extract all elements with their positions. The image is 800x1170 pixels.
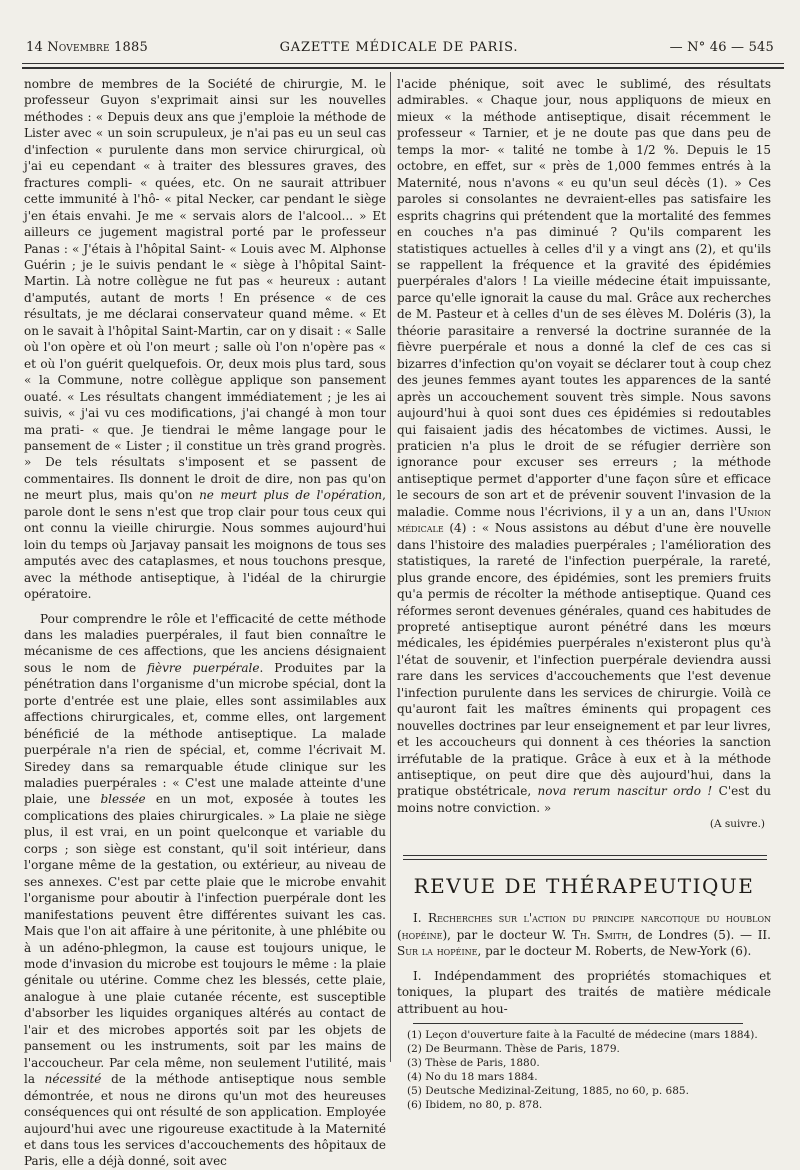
text-run: nombre de membres de la Société de chirurgie, M. le professeur Guyon s'exprimait ainsi sur les nouvelles méthodes : « Depuis deux ans que j'emploie la méthode de Lister avec « un soin scrupuleux, je n'ai pas eu un seul cas d'infection « purulente dans mon service chirurgical, où j'ai eu cependant « à traiter des blessures graves, des fractures compli- « quées, etc. On ne saurait attribuer cette immunité à l'hô- « pital Necker, car pendant le siège j'en étais envahi. Je me « servais alors de l'alcool... » Et ailleurs ce jugement magistral porté par le professeur Panas : « J'étais à l'hôpital Saint- « Louis avec M. Alphonse Guérin ; je le suivis pendant le « siège à l'hôpital Saint-Martin. Là notre collègue ne fut pas « heureux : autant d'amputés, autant de morts ! En présence « de ces résultats, je me déclarai conservateur quand même. « Et on le savait à l'hôpital Saint-Martin, car on y disait : « Salle où l'on opère et où l'on meurt ; salle où l'on n'opère pas « et où l'on guérit quelquefois. Or, deux mois plus tard, sous « la Commune, notre collègue applique son pansement ouaté. « Les résultats changent immédiatement ; je les ai suivis, « j'ai vu ces modifications, j'ai changé à mon tour ma prati- « que. Je tiendrai le même langage pour le pansement de « Lister ; il constitue un très grand progrès. » De tels résultats s'imposent et se passent de commentaires. Ils donnent le droit de dire, non pas qu'on ne meurt plus, mais qu'on [24,77,386,503]
italic-phrase: nécessité [44,1072,102,1087]
journal-page [14,0,784,1169]
issue-page-number: — N° 46 — 545 [669,40,774,55]
text-run: Pour comprendre le rôle et l'efficacité de cette méthode dans les maladies puerpérales, il faut bien connaître le mécanisme de ces affections, que les anciens désignaient sous le nom de [24,611,386,675]
text-run: I. [413,911,429,926]
continued-note: (A suivre.) [709,818,765,831]
footnote-rule [413,1023,743,1024]
smallcaps-phrase: Th. Smith [571,927,629,942]
italic-phrase: ne meurt plus de l'opération [199,488,383,503]
text-run: , parole dont le sens n'est que trop clair pour tous ceux qui ont connu la vieille chirurgie. Nous sommes aujourd'hui loin du temps où Jarjavay pansait les moignons de tous ses amputés avec des cataplasmes, et nous touchons presque, avec la méthode antiseptique, à l'idéal de la chirurgie opératoire. [24,488,386,602]
page-header [14,40,784,62]
footnotes [397,1028,771,1112]
footnote: (5) Deutsche Medizinal-Zeitung, 1885, no 60, p. 685. [407,1085,689,1098]
text-run: (4) : « Nous assistons au début d'une ère nouvelle dans l'histoire des maladies puerpérales ; l'amélioration des statistiques, la rareté de l'infection puerpérale, la rareté, plus grande encore, des épidémies, sont les premiers fruits qu'a permis de récolter la méthode antiseptique. Quand ces réformes seront devenues générales, quand ces habitudes de propreté antiseptique auront pénétré dans les mœurs médicales, les épidémies puerpérales n'existeront plus qu'à l'état de souvenir, et l'infection puerpérale deviendra aussi rare dans les services d'accouchements que l'est devenue l'infection purulente dans les services de chirurgie. Voilà ce qu'auront fait les maîtres éminents qui propagent ces nouvelles doctrines par leur enseignement et par leur livres, et les accoucheurs qui donnent à ces théories la sanction irréfutable de la pratique. Grâce à eux et à la méthode antiseptique, on peut dire que dès aujourd'hui, dans la pratique obstétricale, [397,521,771,799]
italic-phrase: nova rerum nascitur ordo ! [537,784,713,799]
text-run: , par le docteur W. [447,927,572,942]
header-date: 14 Novembre 1885 [26,40,148,55]
text-run: . Produites par la pénétration dans l'organisme d'un microbe spécial, dont la porte d'entrée est une plaie, elles sont assimilables aux affections chirurgicales, et, comme elles, ont largement bénéficié de la méthode antiseptique. La malade puerpérale n'a rien de spécial, et, comme l'écrivait M. Siredey dans sa remarquable étude clinique sur les maladies puerpérales : « C'est une malade atteinte d'une plaie, une [24,660,386,807]
text-run: en un mot, exposée à toutes les complications des plaies chirurgicales. » La plaie ne siège plus, il est vrai, en un point quelconque et variable du corps ; son siège est constant, qu'il soit intérieur, dans l'organe même de la gestation, ou extérieur, au niveau de ses annexes. C'est par cette plaie que le microbe envahit l'organisme pour aboutir à l'infection puerpérale dont les manifestations peuvent être différentes suivant les cas. Mais que l'on ait affaire à une péritonite, à une phlébite ou à un adéno-phlegmon, la cause est toujours unique, le mode d'invasion du microbe est toujours le même : la plaie génitale ou utérine. Comme chez les blessés, cette plaie, analogue à une plaie cutanée récente, est susceptible d'absorber les liquides organiques altérés au contact de l'air et des microbes apportés soit par les objets de pansement ou les instruments, soit par les mains de l'accoucheur. Par cela même, non seulement l'utilité, mais la [24,792,386,1087]
section-title: REVUE DE THÉRAPEUTIQUE [413,873,755,898]
italic-phrase: fièvre puerpérale [147,660,260,675]
footnote: (1) Leçon d'ouverture faite à la Faculté de médecine (mars 1884). [407,1029,758,1042]
paragraph [24,611,386,1170]
footnote: (4) No du 18 mars 1884. [407,1071,538,1084]
footnote: (3) Thèse de Paris, 1880. [407,1057,540,1070]
smallcaps-phrase: Recherches sur l'action du principe narcotique du houblon (hopéine) [397,911,772,942]
text-run: , de Londres (5). — II. [628,927,771,942]
paragraph [397,76,771,816]
column-divider [390,72,391,1062]
footnote: (6) Ibidem, no 80, p. 878. [407,1099,543,1112]
right-column [397,76,771,1112]
left-column [24,76,386,1170]
text-run: , par le docteur M. Roberts, de New-York (6). [477,944,752,959]
italic-phrase: blessée [100,792,146,807]
text-run: l'acide phénique, soit avec le sublimé, des résultats admirables. « Chaque jour, nous appliquons de mieux en mieux « la méthode antiseptique, disait récemment le professeur « Tarnier, et je ne doute pas que dans peu de temps la mor- « talité ne tombe à 1/2 %. Depuis le 15 octobre, en effet, sur « près de 1,000 femmes entrés à la Maternité, nous n'avons « eu qu'un seul décès (1). » Ces paroles si consolantes ne devraient-elles pas satisfaire les esprits chagrins qui prétendent que la mortalité des femmes en couches n'a pas diminué ? Qu'ils comparent les statistiques actuelles à celles d'il y a vingt ans (2), et qu'ils se rappellent la fréquence et la gravité des épidémies puerpérales d'alors ! La vieille médecine était impuissante, parce qu'elle ignorait la cause du mal. Grâce aux recherches de M. Pasteur et à celles d'un de ses élèves M. Doléris (3), la théorie parasitaire a renversé la doctrine surannée de la fièvre puerpérale et nous a donné la clef de ces cas si bizarres d'infection qu'on voyait se déclarer tout à coup chez des jeunes femmes ayant toutes les apparences de la santé après un accouchement souvent très simple. Nous savons aujourd'hui à quoi sont dues ces épidémies si redoutables qui faisaient jadis des hécatombes de victimes. Aussi, le praticien n'a plus le droit de se réfugier derrière son ignorance pour excuser ses erreurs ; la méthode antiseptique permet d'apporter d'une façon sûre et efficace le secours de son art et de prévenir souvent l'invasion de la maladie. Comme nous l'écrivions, il y a un an, dans l' [397,77,771,519]
text-run: de la méthode antiseptique nous semble démontrée, et nous ne dirons qu'un mot des heureuses conséquences qui ont résulté de son application. Employée aujourd'hui avec une rigoureuse exactitude à la Maternité et dans tous les services d'accouchements des hôpitaux de Paris, elle a déjà donné, soit avec [24,1072,386,1169]
footnote: (2) De Beurmann. Thèse de Paris, 1879. [407,1043,620,1056]
section-separator [403,855,767,860]
smallcaps-phrase: Union médicale [397,504,771,536]
text-run: C'est du moins notre conviction. » [397,784,771,815]
article-summary [397,910,771,959]
smallcaps-phrase: Sur la hopéine [397,944,478,959]
paragraph: I. Indépendamment des propriétés stomachiques et toniques, la plupart des traités de matière médicale attribuent au hou- [397,968,771,1016]
paragraph [24,76,386,603]
journal-title: GAZETTE MÉDICALE DE PARIS. [279,40,519,55]
header-rule [22,63,784,69]
